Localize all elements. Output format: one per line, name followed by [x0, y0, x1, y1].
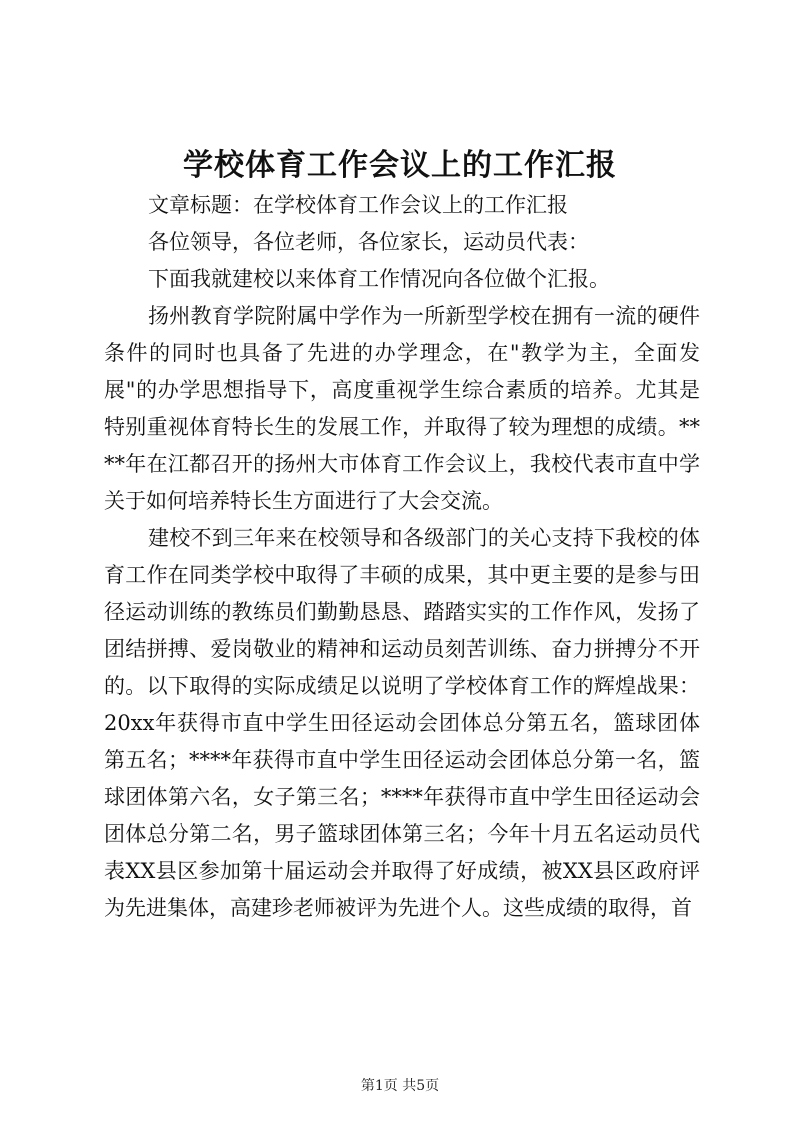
- paragraph-school-overview: 扬州教育学院附属中学作为一所新型学校在拥有一流的硬件条件的同时也具备了先进的办学理念，在"教学为主，全面发展"的办学思想指导下，高度重视学生综合素质的培养。尤其是特别重视体育特长生的发展工作，并取得了较为理想的成绩。****年在江都召开的扬州大市体育工作会议上，我校代表市直中学关于如何培养特长生方面进行了大会交流。: [104, 304, 700, 513]
- document-body: [104, 187, 700, 927]
- page-title: 学校体育工作会议上的工作汇报: [183, 148, 617, 183]
- page-number-footer: 第1页 共5页: [360, 1078, 440, 1094]
- paragraph-salutation: 各位领导，各位老师，各位家长，运动员代表：: [148, 230, 589, 254]
- paragraph-achievements: 建校不到三年来在校领导和各级部门的关心支持下我校的体育工作在同类学校中取得了丰硕的成果，其中更主要的是参与田径运动训练的教练员们勤勤恳恳、踏踏实实的工作作风，发扬了团结拼搏、爱岗敬业的精神和运动员刻苦训练、奋力拼搏分不开的。以下取得的实际成绩足以说明了学校体育工作的辉煌战果：20xx年获得市直中学生田径运动会团体总分第五名，篮球团体第五名；****年获得市直中学生田径运动会团体总分第一名，篮球团体第六名，女子第三名；****年获得市直中学生田径运动会团体总分第二名，男子篮球团体第三名；今年十月五名运动员代表XX县区参加第十届运动会并取得了好成绩，被XX县区政府评为先进集体，高建珍老师被评为先进个人。这些成绩的取得，首: [104, 526, 700, 920]
- paragraph-intro: 下面我就建校以来体育工作情况向各位做个汇报。: [148, 267, 610, 291]
- paragraph-article-title: 文章标题：在学校体育工作会议上的工作汇报: [148, 193, 568, 217]
